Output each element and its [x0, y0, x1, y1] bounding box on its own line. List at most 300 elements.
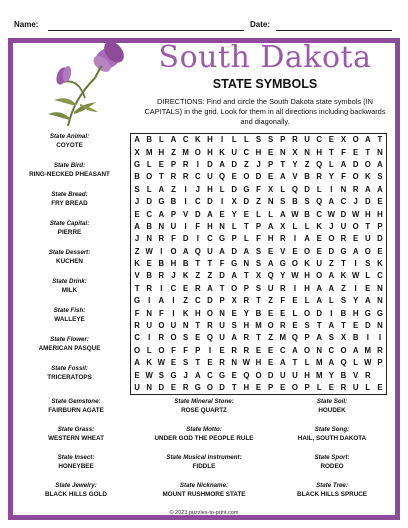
- grid-letter[interactable]: H: [316, 147, 323, 157]
- grid-letter[interactable]: R: [158, 271, 165, 281]
- grid-letter[interactable]: D: [340, 209, 347, 219]
- grid-letter[interactable]: A: [316, 283, 323, 293]
- grid-letter[interactable]: A: [328, 358, 335, 368]
- grid-letter[interactable]: S: [255, 135, 262, 145]
- grid-letter[interactable]: F: [183, 345, 189, 355]
- grid-letter[interactable]: S: [255, 283, 262, 293]
- grid-letter[interactable]: A: [182, 246, 189, 256]
- grid-letter[interactable]: T: [134, 283, 140, 293]
- grid-letter[interactable]: J: [134, 234, 140, 244]
- grid-letter[interactable]: H: [304, 283, 310, 293]
- grid-letter[interactable]: L: [292, 221, 298, 231]
- grid-letter[interactable]: P: [268, 160, 274, 170]
- grid-letter[interactable]: B: [146, 221, 153, 231]
- grid-letter[interactable]: X: [292, 147, 298, 157]
- grid-letter[interactable]: I: [184, 184, 187, 194]
- grid-letter[interactable]: E: [268, 358, 274, 368]
- grid-letter[interactable]: L: [231, 135, 237, 145]
- grid-letter[interactable]: H: [207, 147, 213, 157]
- grid-letter[interactable]: G: [134, 296, 141, 306]
- grid-letter[interactable]: C: [207, 234, 213, 244]
- grid-letter[interactable]: A: [364, 184, 371, 194]
- grid-letter[interactable]: A: [316, 296, 323, 306]
- grid-letter[interactable]: A: [231, 271, 238, 281]
- grid-letter[interactable]: E: [353, 147, 359, 157]
- grid-letter[interactable]: T: [377, 135, 383, 145]
- grid-letter[interactable]: F: [341, 172, 346, 182]
- grid-letter[interactable]: U: [267, 283, 274, 293]
- grid-letter[interactable]: T: [207, 259, 213, 269]
- grid-letter[interactable]: P: [304, 382, 310, 392]
- grid-letter[interactable]: J: [256, 160, 261, 170]
- grid-letter[interactable]: O: [267, 321, 274, 330]
- grid-letter[interactable]: H: [352, 308, 359, 318]
- grid-letter[interactable]: A: [219, 160, 225, 170]
- grid-letter[interactable]: Q: [243, 370, 250, 380]
- grid-letter[interactable]: A: [328, 321, 335, 330]
- grid-letter[interactable]: M: [364, 345, 372, 355]
- grid-letter[interactable]: O: [158, 345, 165, 355]
- grid-letter[interactable]: I: [148, 296, 151, 306]
- grid-letter[interactable]: P: [268, 382, 274, 392]
- grid-letter[interactable]: S: [255, 246, 262, 256]
- grid-letter[interactable]: B: [304, 209, 310, 219]
- grid-letter[interactable]: O: [291, 382, 298, 392]
- grid-letter[interactable]: O: [206, 308, 213, 318]
- grid-letter[interactable]: J: [183, 370, 188, 380]
- grid-letter[interactable]: E: [353, 234, 359, 244]
- grid-letter[interactable]: K: [340, 271, 347, 281]
- grid-letter[interactable]: Q: [291, 333, 298, 343]
- grid-letter[interactable]: D: [328, 246, 335, 256]
- grid-letter[interactable]: O: [291, 259, 298, 269]
- grid-letter[interactable]: A: [364, 296, 371, 306]
- grid-letter[interactable]: U: [219, 321, 225, 330]
- grid-letter[interactable]: Z: [341, 283, 346, 293]
- grid-letter[interactable]: T: [231, 382, 237, 392]
- grid-letter[interactable]: N: [377, 321, 383, 330]
- grid-letter[interactable]: N: [377, 296, 383, 306]
- grid-letter[interactable]: R: [146, 283, 153, 293]
- grid-letter[interactable]: H: [207, 135, 213, 145]
- grid-letter[interactable]: C: [279, 345, 286, 355]
- grid-letter[interactable]: T: [328, 147, 334, 157]
- grid-letter[interactable]: O: [340, 345, 347, 355]
- grid-letter[interactable]: E: [292, 246, 298, 256]
- grid-letter[interactable]: E: [268, 246, 274, 256]
- grid-letter[interactable]: E: [268, 172, 274, 182]
- grid-letter[interactable]: L: [316, 382, 322, 392]
- grid-letter[interactable]: Y: [231, 209, 237, 219]
- grid-letter[interactable]: Z: [134, 246, 140, 256]
- grid-letter[interactable]: I: [366, 333, 369, 343]
- grid-letter[interactable]: D: [219, 271, 225, 281]
- grid-letter[interactable]: R: [158, 234, 165, 244]
- grid-letter[interactable]: H: [267, 234, 274, 244]
- grid-letter[interactable]: E: [292, 296, 298, 306]
- grid-letter[interactable]: W: [242, 358, 251, 368]
- grid-letter[interactable]: L: [328, 160, 334, 170]
- grid-letter[interactable]: Z: [195, 271, 201, 281]
- grid-letter[interactable]: I: [293, 283, 296, 293]
- grid-letter[interactable]: L: [146, 345, 152, 355]
- grid-letter[interactable]: Z: [268, 333, 274, 343]
- grid-letter[interactable]: D: [255, 172, 262, 182]
- grid-letter[interactable]: T: [256, 333, 261, 343]
- grid-letter[interactable]: U: [292, 370, 298, 380]
- grid-letter[interactable]: R: [243, 296, 250, 306]
- grid-letter[interactable]: Z: [207, 271, 213, 281]
- grid-letter[interactable]: Q: [219, 172, 226, 182]
- grid-letter[interactable]: E: [377, 246, 383, 256]
- grid-letter[interactable]: O: [352, 221, 359, 231]
- grid-letter[interactable]: Z: [328, 259, 334, 269]
- grid-letter[interactable]: O: [352, 135, 359, 145]
- grid-letter[interactable]: A: [134, 221, 140, 231]
- grid-letter[interactable]: N: [316, 345, 323, 355]
- grid-letter[interactable]: W: [145, 370, 153, 380]
- grid-letter[interactable]: U: [304, 135, 310, 145]
- grid-letter[interactable]: Q: [267, 271, 274, 281]
- grid-letter[interactable]: R: [364, 370, 371, 380]
- grid-letter[interactable]: D: [207, 197, 213, 207]
- grid-letter[interactable]: N: [146, 308, 153, 318]
- grid-letter[interactable]: S: [268, 135, 274, 145]
- grid-letter[interactable]: J: [171, 271, 176, 281]
- grid-letter[interactable]: A: [267, 221, 274, 231]
- grid-letter[interactable]: R: [377, 345, 383, 355]
- grid-letter[interactable]: U: [219, 333, 225, 343]
- grid-letter[interactable]: F: [280, 296, 286, 306]
- grid-letter[interactable]: C: [146, 209, 153, 219]
- grid-letter[interactable]: P: [170, 209, 177, 219]
- grid-letter[interactable]: L: [304, 221, 310, 231]
- grid-letter[interactable]: X: [231, 197, 237, 207]
- grid-letter[interactable]: L: [243, 234, 249, 244]
- grid-letter[interactable]: U: [146, 321, 153, 330]
- grid-letter[interactable]: B: [255, 308, 262, 318]
- grid-letter[interactable]: L: [243, 135, 249, 145]
- grid-letter[interactable]: A: [219, 246, 225, 256]
- grid-letter[interactable]: G: [243, 184, 250, 194]
- grid-letter[interactable]: E: [255, 345, 262, 355]
- grid-letter[interactable]: L: [280, 184, 286, 194]
- grid-letter[interactable]: C: [194, 296, 201, 306]
- grid-letter[interactable]: P: [231, 234, 237, 244]
- grid-letter[interactable]: R: [158, 333, 165, 343]
- grid-letter[interactable]: E: [134, 209, 140, 219]
- grid-letter[interactable]: N: [304, 147, 310, 157]
- grid-letter[interactable]: B: [304, 172, 310, 182]
- grid-letter[interactable]: R: [243, 333, 250, 343]
- grid-letter[interactable]: W: [351, 209, 360, 219]
- grid-letter[interactable]: G: [194, 382, 201, 392]
- grid-letter[interactable]: A: [364, 135, 371, 145]
- grid-letter[interactable]: P: [377, 358, 383, 368]
- grid-letter[interactable]: M: [279, 333, 287, 343]
- grid-letter[interactable]: K: [182, 308, 189, 318]
- grid-letter[interactable]: D: [219, 382, 225, 392]
- grid-letter[interactable]: D: [243, 197, 250, 207]
- grid-letter[interactable]: R: [170, 172, 177, 182]
- grid-letter[interactable]: C: [316, 135, 323, 145]
- grid-letter[interactable]: M: [255, 321, 262, 330]
- grid-letter[interactable]: P: [255, 221, 262, 231]
- grid-letter[interactable]: N: [377, 283, 383, 293]
- grid-letter[interactable]: P: [195, 345, 201, 355]
- grid-letter[interactable]: E: [183, 283, 189, 293]
- grid-letter[interactable]: Z: [243, 160, 249, 170]
- grid-letter[interactable]: T: [292, 358, 298, 368]
- grid-letter[interactable]: V: [353, 370, 359, 380]
- grid-letter[interactable]: F: [256, 184, 261, 194]
- grid-letter[interactable]: D: [207, 160, 213, 170]
- grid-letter[interactable]: M: [182, 147, 189, 157]
- grid-letter[interactable]: T: [341, 259, 346, 269]
- grid-letter[interactable]: S: [340, 296, 347, 306]
- grid-letter[interactable]: R: [292, 135, 298, 145]
- grid-letter[interactable]: U: [352, 382, 359, 392]
- grid-letter[interactable]: S: [134, 184, 140, 194]
- grid-letter[interactable]: A: [134, 358, 140, 368]
- grid-letter[interactable]: H: [255, 358, 262, 368]
- grid-letter[interactable]: W: [157, 358, 166, 368]
- grid-letter[interactable]: O: [352, 172, 359, 182]
- grid-letter[interactable]: X: [231, 296, 237, 306]
- grid-letter[interactable]: B: [340, 370, 347, 380]
- grid-letter[interactable]: E: [255, 382, 262, 392]
- grid-letter[interactable]: W: [291, 209, 299, 219]
- grid-letter[interactable]: L: [158, 135, 164, 145]
- grid-letter[interactable]: S: [158, 370, 164, 380]
- grid-letter[interactable]: Q: [316, 197, 323, 207]
- grid-letter[interactable]: E: [280, 308, 286, 318]
- grid-letter[interactable]: I: [293, 234, 296, 244]
- grid-letter[interactable]: N: [158, 221, 165, 231]
- grid-letter[interactable]: I: [184, 221, 187, 231]
- grid-letter[interactable]: Y: [292, 160, 298, 170]
- grid-letter[interactable]: I: [220, 197, 224, 207]
- grid-letter[interactable]: N: [340, 184, 347, 194]
- grid-letter[interactable]: M: [315, 370, 323, 380]
- grid-letter[interactable]: N: [219, 308, 225, 318]
- grid-letter[interactable]: U: [279, 370, 286, 380]
- grid-letter[interactable]: U: [231, 147, 238, 157]
- grid-letter[interactable]: E: [268, 308, 274, 318]
- grid-letter[interactable]: A: [328, 271, 335, 281]
- grid-letter[interactable]: W: [351, 271, 360, 281]
- grid-letter[interactable]: S: [304, 321, 310, 330]
- grid-letter[interactable]: E: [219, 345, 225, 355]
- grid-letter[interactable]: T: [280, 160, 286, 170]
- grid-letter[interactable]: O: [194, 147, 201, 157]
- grid-letter[interactable]: I: [160, 283, 163, 293]
- grid-letter[interactable]: T: [243, 221, 249, 231]
- grid-letter[interactable]: B: [146, 135, 153, 145]
- grid-letter[interactable]: Q: [316, 160, 323, 170]
- grid-letter[interactable]: K: [134, 259, 140, 269]
- grid-letter[interactable]: T: [195, 358, 201, 368]
- grid-letter[interactable]: L: [219, 184, 225, 194]
- grid-letter[interactable]: U: [364, 234, 371, 244]
- grid-letter[interactable]: G: [170, 370, 177, 380]
- grid-letter[interactable]: Q: [291, 184, 298, 194]
- grid-letter[interactable]: K: [304, 259, 310, 269]
- grid-letter[interactable]: T: [243, 271, 249, 281]
- grid-letter[interactable]: O: [134, 345, 141, 355]
- grid-letter[interactable]: C: [328, 345, 335, 355]
- grid-letter[interactable]: L: [328, 296, 334, 306]
- grid-letter[interactable]: R: [134, 321, 140, 330]
- grid-letter[interactable]: N: [267, 197, 274, 207]
- grid-letter[interactable]: C: [182, 135, 189, 145]
- grid-letter[interactable]: C: [134, 333, 140, 343]
- grid-letter[interactable]: A: [158, 209, 165, 219]
- grid-letter[interactable]: G: [364, 308, 371, 318]
- grid-letter[interactable]: I: [378, 333, 381, 343]
- grid-letter[interactable]: E: [353, 321, 359, 330]
- grid-letter[interactable]: S: [377, 172, 383, 182]
- grid-letter[interactable]: R: [219, 358, 225, 368]
- grid-letter[interactable]: X: [340, 333, 347, 343]
- grid-letter[interactable]: O: [231, 283, 238, 293]
- grid-letter[interactable]: P: [170, 160, 177, 170]
- grid-letter[interactable]: A: [243, 246, 250, 256]
- grid-letter[interactable]: C: [340, 197, 347, 207]
- grid-letter[interactable]: G: [340, 246, 347, 256]
- grid-letter[interactable]: E: [231, 370, 237, 380]
- grid-letter[interactable]: G: [158, 197, 165, 207]
- grid-letter[interactable]: G: [134, 160, 141, 170]
- grid-letter[interactable]: T: [365, 221, 371, 231]
- grid-letter[interactable]: B: [352, 333, 359, 343]
- grid-letter[interactable]: H: [243, 321, 250, 330]
- grid-letter[interactable]: G: [279, 259, 286, 269]
- grid-letter[interactable]: E: [231, 172, 237, 182]
- grid-letter[interactable]: U: [316, 259, 323, 269]
- grid-letter[interactable]: D: [364, 197, 371, 207]
- grid-letter[interactable]: F: [171, 234, 176, 244]
- grid-letter[interactable]: D: [352, 160, 359, 170]
- grid-letter[interactable]: N: [279, 147, 286, 157]
- grid-letter[interactable]: O: [170, 333, 177, 343]
- grid-letter[interactable]: E: [219, 209, 225, 219]
- grid-letter[interactable]: S: [183, 333, 189, 343]
- grid-letter[interactable]: I: [354, 259, 357, 269]
- grid-letter[interactable]: D: [304, 184, 310, 194]
- grid-letter[interactable]: D: [231, 184, 238, 194]
- grid-letter[interactable]: W: [364, 358, 372, 368]
- grid-letter[interactable]: R: [243, 345, 250, 355]
- grid-letter[interactable]: H: [207, 221, 213, 231]
- grid-letter[interactable]: B: [146, 271, 153, 281]
- grid-letter[interactable]: E: [268, 345, 274, 355]
- grid-letter[interactable]: A: [352, 345, 359, 355]
- grid-letter[interactable]: M: [315, 358, 323, 368]
- grid-letter[interactable]: F: [171, 345, 176, 355]
- grid-letter[interactable]: H: [243, 382, 250, 392]
- grid-letter[interactable]: A: [377, 184, 383, 194]
- grid-letter[interactable]: Y: [328, 172, 334, 182]
- grid-letter[interactable]: I: [330, 184, 333, 194]
- grid-letter[interactable]: E: [170, 358, 177, 368]
- grid-letter[interactable]: E: [316, 234, 322, 244]
- grid-letter[interactable]: X: [134, 147, 140, 157]
- grid-letter[interactable]: O: [304, 308, 311, 318]
- grid-letter[interactable]: D: [377, 234, 383, 244]
- grid-letter[interactable]: D: [146, 197, 153, 207]
- grid-letter[interactable]: A: [328, 283, 335, 293]
- grid-letter[interactable]: C: [243, 147, 250, 157]
- grid-letter[interactable]: K: [364, 172, 371, 182]
- grid-letter[interactable]: W: [327, 209, 336, 219]
- grid-letter[interactable]: O: [243, 172, 250, 182]
- grid-letter[interactable]: P: [377, 221, 383, 231]
- grid-letter[interactable]: T: [341, 321, 346, 330]
- grid-letter[interactable]: R: [231, 345, 238, 355]
- grid-letter[interactable]: H: [194, 308, 201, 318]
- grid-letter[interactable]: H: [158, 147, 165, 157]
- grid-letter[interactable]: T: [316, 321, 322, 330]
- grid-letter[interactable]: E: [195, 333, 201, 343]
- grid-letter[interactable]: G: [231, 259, 238, 269]
- grid-letter[interactable]: A: [194, 370, 201, 380]
- grid-letter[interactable]: S: [365, 259, 371, 269]
- grid-letter[interactable]: A: [158, 184, 165, 194]
- grid-letter[interactable]: A: [377, 160, 383, 170]
- grid-letter[interactable]: B: [170, 197, 177, 207]
- grid-letter[interactable]: Z: [304, 160, 310, 170]
- grid-letter[interactable]: O: [146, 172, 153, 182]
- grid-letter[interactable]: Q: [194, 246, 201, 256]
- grid-letter[interactable]: V: [292, 172, 298, 182]
- grid-letter[interactable]: U: [134, 382, 140, 392]
- grid-letter[interactable]: O: [364, 246, 371, 256]
- grid-letter[interactable]: P: [304, 333, 310, 343]
- grid-letter[interactable]: U: [340, 221, 347, 231]
- grid-letter[interactable]: N: [243, 259, 250, 269]
- grid-letter[interactable]: N: [219, 221, 225, 231]
- grid-letter[interactable]: K: [377, 259, 383, 269]
- grid-letter[interactable]: R: [340, 234, 347, 244]
- grid-letter[interactable]: D: [316, 308, 323, 318]
- grid-letter[interactable]: C: [207, 370, 213, 380]
- grid-letter[interactable]: O: [170, 246, 177, 256]
- grid-letter[interactable]: L: [304, 358, 310, 368]
- grid-letter[interactable]: I: [172, 296, 175, 306]
- grid-letter[interactable]: H: [304, 271, 310, 281]
- grid-letter[interactable]: K: [219, 147, 225, 157]
- grid-letter[interactable]: E: [207, 358, 213, 368]
- grid-letter[interactable]: D: [364, 321, 371, 330]
- grid-letter[interactable]: I: [172, 308, 175, 318]
- grid-letter[interactable]: B: [340, 308, 347, 318]
- grid-letter[interactable]: R: [207, 321, 213, 330]
- grid-letter[interactable]: P: [219, 296, 225, 306]
- grid-letter[interactable]: E: [170, 382, 177, 392]
- grid-letter[interactable]: K: [194, 135, 201, 145]
- grid-letter[interactable]: C: [194, 172, 201, 182]
- grid-letter[interactable]: G: [219, 370, 226, 380]
- grid-letter[interactable]: L: [268, 209, 274, 219]
- grid-letter[interactable]: J: [329, 221, 334, 231]
- grid-letter[interactable]: A: [292, 345, 298, 355]
- grid-letter[interactable]: I: [196, 160, 199, 170]
- grid-letter[interactable]: J: [134, 197, 140, 207]
- grid-letter[interactable]: E: [268, 147, 274, 157]
- grid-letter[interactable]: P: [243, 283, 249, 293]
- grid-letter[interactable]: R: [316, 172, 323, 182]
